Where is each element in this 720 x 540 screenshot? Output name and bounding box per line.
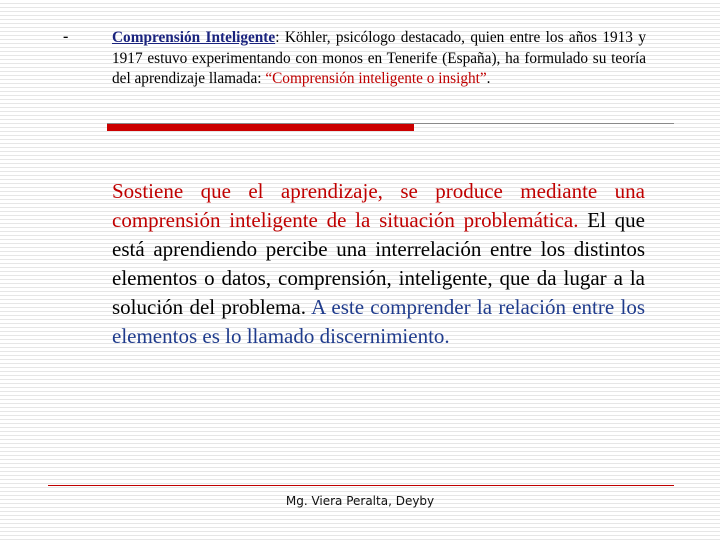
intro-term-colon: : — [275, 29, 280, 46]
main-paragraph — [112, 177, 645, 351]
main-text-blue: A este comprender la relación entre los elementos es lo llamado discernimiento. — [112, 295, 645, 348]
intro-end: . — [486, 70, 491, 87]
intro-paragraph — [112, 28, 646, 90]
main-text-black: El que está aprendiendo percibe una interrelación entre los distintos elementos o datos, comprensión, inteligente, que da lugar a la solución del problema. — [112, 208, 645, 319]
bullet-marker: - — [63, 28, 69, 45]
red-accent-bar — [107, 124, 414, 131]
main-text-red: Sostiene que el aprendizaje, se produce mediante una comprensión inteligente de la situación problemática. — [112, 179, 645, 232]
intro-text: Köhler, psicólogo destacado, quien entre los años 1913 y 1917 estuvo experimentando con monos en Tenerife (España), ha formulado su teoría del aprendizaje llamada: — [112, 29, 646, 87]
footer-author: Mg. Viera Peralta, Deyby — [285, 494, 435, 508]
intro-quote: “Comprensión inteligente o insight” — [265, 70, 487, 87]
footer-divider — [48, 485, 674, 486]
intro-term: Comprensión Inteligente — [112, 29, 276, 46]
